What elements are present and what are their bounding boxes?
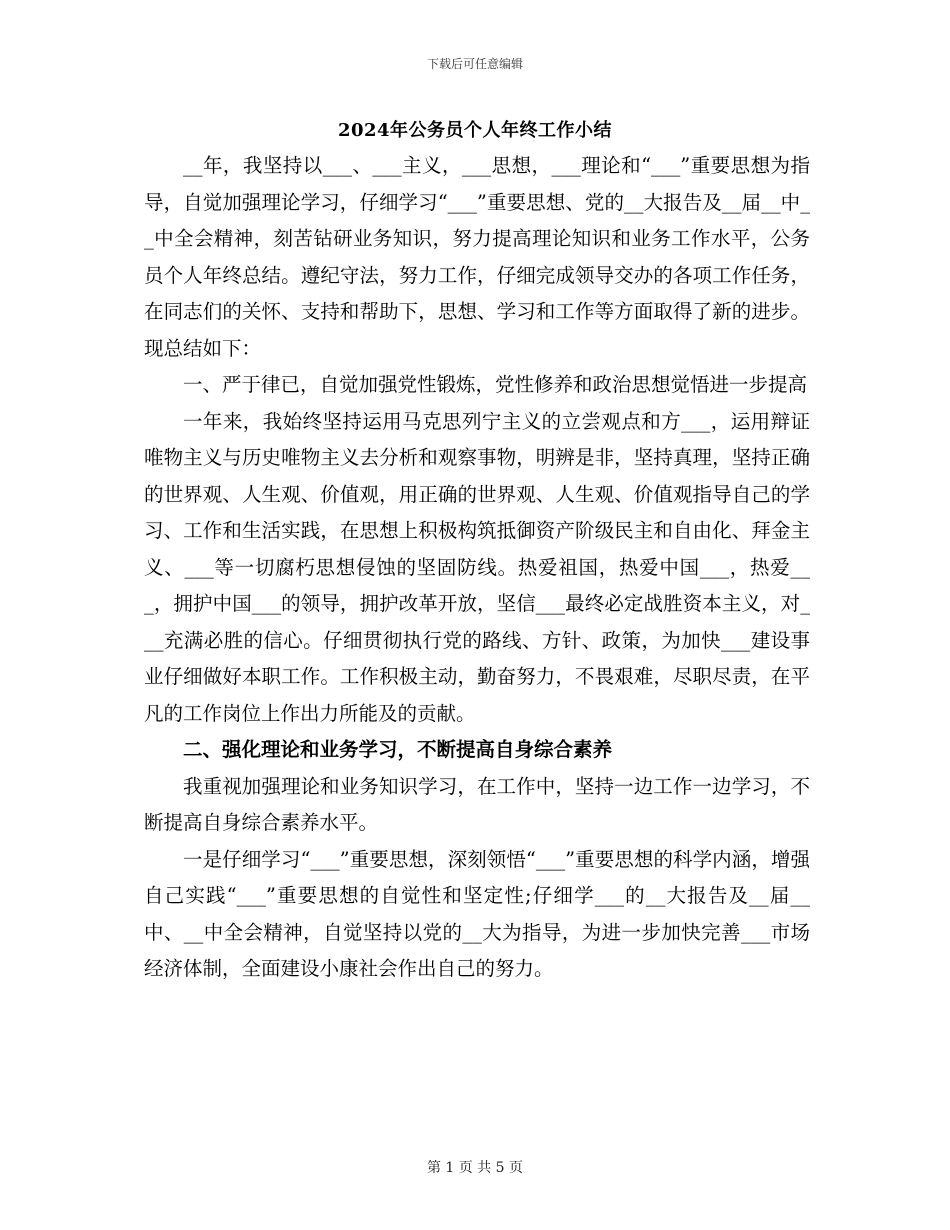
document-body bbox=[144, 148, 810, 988]
paragraph-section-2-intro: 我重视加强理论和业务知识学习，在工作中，坚持一边工作一边学习，不断提高自身综合素养水平。 bbox=[144, 774, 810, 834]
section-heading-2: 二、强化理论和业务学习，不断提高自身综合素养 bbox=[183, 738, 613, 761]
paragraph-section-1: 一年来，我始终坚持运用马克思列宁主义的立尝观点和方___，运用辩证唯物主义与历史唯物主义去分析和观察事物，明辨是非，坚持真理，坚持正确的世界观、人生观、价值观，用正确的世界观、人生观、价值观指导自己的学习、工作和生活实践，在思想上积极构筑抵御资产阶级民主和自由化、拜金主义、___等一切腐朽思想侵蚀的坚固防线。热爱祖国，热爱中国___，热爱___，拥护中国___的领导，拥护改革开放，坚信___最终必定战胜资本主义，对___充满必胜的信心。仔细贯彻执行党的路线、方针、政策，为加快___建设事业仔细做好本职工作。工作积极主动，勤奋努力，不畏艰难，尽职尽责，在平凡的工作岗位上作出力所能及的贡献。 bbox=[144, 409, 810, 725]
paragraph-intro: __年，我坚持以___、___主义，___思想，___理论和“___”重要思想为指导，自觉加强理论学习，仔细学习“___”重要思想、党的__大报告及__届__中__中全会精神，刻苦钻研业务知识，努力提高理论知识和业务工作水平，公务员个人年终总结。遵纪守法，努力工作，仔细完成领导交办的各项工作任务，在同志们的关怀、支持和帮助下，思想、学习和工作等方面取得了新的进步。现总结如下： bbox=[144, 154, 810, 360]
paragraph-section-2-point-1: 一是仔细学习“___”重要思想，深刻领悟“___”重要思想的科学内涵，增强自己实践“___”重要思想的自觉性和坚定性;仔细学___的__大报告及__届__中、__中全会精神，自觉坚持以党的__大为指导，为进一步加快完善___市场经济体制，全面建设小康社会作出自己的努力。 bbox=[144, 847, 810, 980]
page-header-note: 下载后可任意编辑 bbox=[426, 57, 523, 71]
document-title: 2024年公务员个人年终工作小结 bbox=[337, 120, 613, 141]
section-heading-1: 一、严于律已，自觉加强党性锻炼，党性修养和政治思想觉悟进一步提高 bbox=[183, 373, 808, 396]
page-number-footer: 第 1 页 共 5 页 bbox=[426, 1160, 524, 1176]
